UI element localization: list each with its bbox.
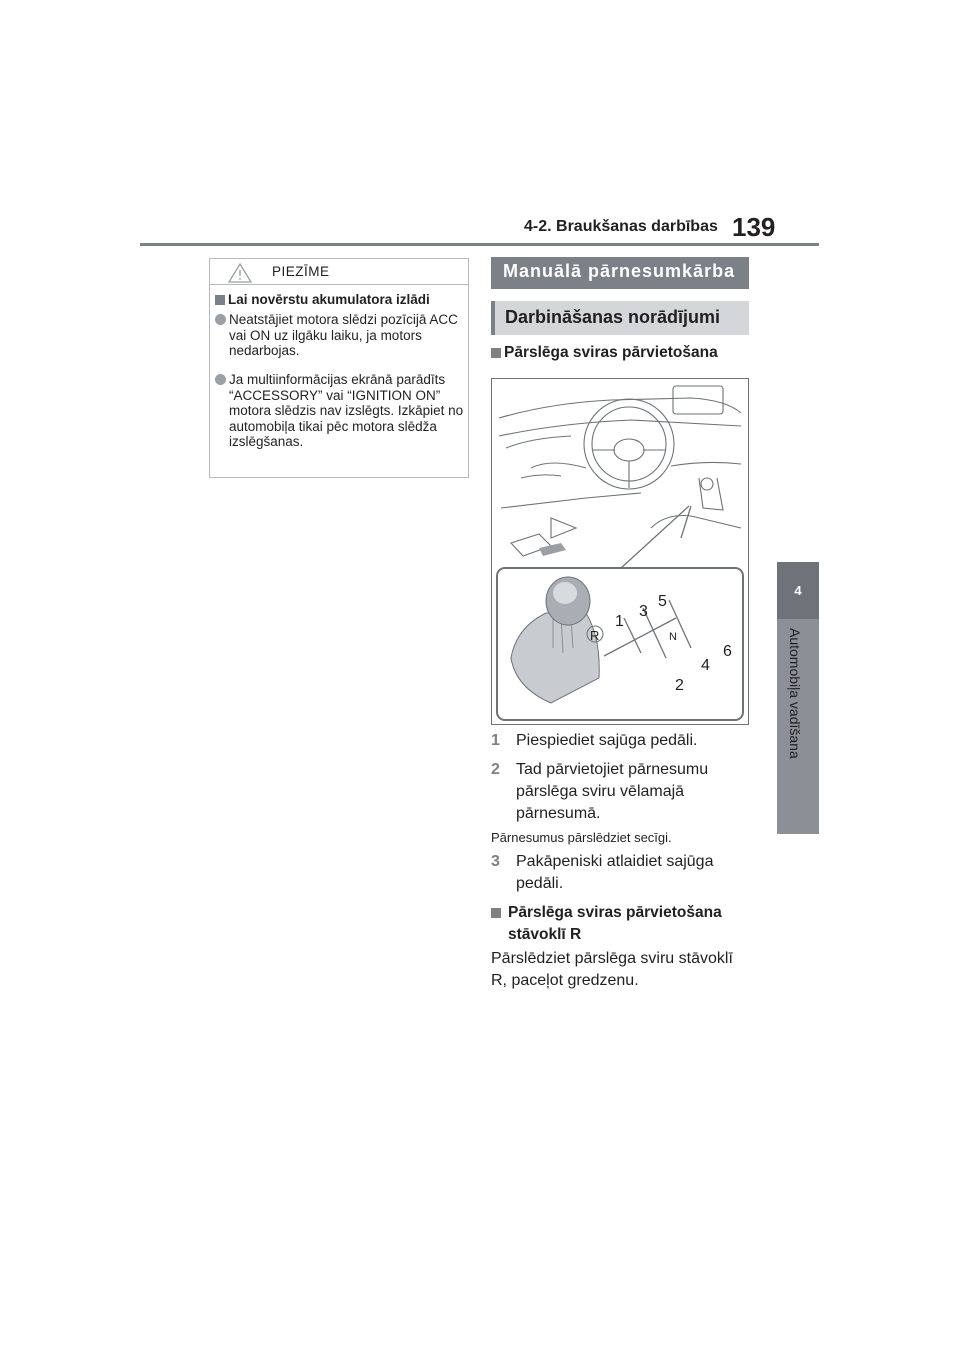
note-item-text: Neatstājiet motora slēdzi pozīcijā ACC vai ON uz ilgāku laiku, ja motors nedarbojas.: [229, 312, 458, 358]
chapter-tab-number[interactable]: [777, 562, 819, 619]
step-text: Pakāpeniski atlaidiet sajūga pedāli.: [516, 853, 714, 892]
gear-label-2: 2: [675, 677, 684, 694]
gear-label-5: 5: [658, 593, 667, 610]
subsection-title: Darbināšanas norādījumi: [505, 307, 721, 327]
step-2: [491, 759, 751, 829]
small-note: Pārnesumus pārslēdziet secīgi.: [491, 830, 672, 845]
note-item-text: Ja multiinformācijas ekrānā parādīts “ACCESSORY” vai “IGNITION ON” motora slēdzis nav izslēgts. Izkāpiet no automobiļa tikai pēc motora slēdža izslēgšanas.: [229, 372, 464, 449]
topic-heading-text: Pārslēga sviras pārvietošana: [504, 344, 718, 361]
gear-shift-illustration: [491, 378, 749, 725]
header-rule: [140, 243, 819, 246]
step-3: [491, 851, 751, 897]
step-number: 2: [491, 761, 500, 778]
bullet-dot-icon: [215, 374, 226, 385]
step-text: Tad pārvietojiet pārnesumu pārslēga sviru vēlamajā pārnesumā.: [516, 761, 709, 822]
gear-label-r: R: [590, 628, 600, 643]
topic-heading-text: Pārslēga sviras pārvietošana stāvoklī R: [508, 904, 722, 943]
section-title: Manuālā pārnesumkārba: [503, 261, 736, 281]
subsection-accent: [491, 301, 495, 335]
step-number: 1: [491, 732, 500, 749]
gear-label-1: 1: [615, 613, 624, 630]
note-subheading: [215, 292, 430, 307]
bullet-dot-icon: [215, 314, 226, 325]
page-number: 139: [732, 212, 776, 242]
chapter-number: 4: [794, 583, 802, 598]
step-number: 3: [491, 853, 500, 870]
gear-label-6: 6: [723, 643, 732, 660]
section-header: 4-2. Braukšanas darbības: [524, 218, 718, 235]
square-bullet-icon: [491, 908, 501, 918]
note-subheading-text: Lai novērstu akumulatora izlādi: [228, 292, 430, 307]
gear-label-3: 3: [639, 603, 648, 620]
section-title-bar: [491, 257, 749, 289]
gear-label-4: 4: [701, 657, 710, 674]
note-box: [209, 258, 469, 478]
topic-body: Pārslēdziet pārslēga sviru stāvoklī R, paceļot gredzenu.: [491, 950, 733, 989]
topic-heading-2: [491, 902, 746, 943]
chapter-tab-title: [787, 628, 809, 828]
step-text: Piespiediet sajūga pedāli.: [516, 732, 698, 749]
topic-heading: [491, 344, 718, 362]
note-label: PIEZĪME: [272, 264, 330, 279]
warning-triangle-icon: [227, 262, 253, 284]
note-item: [215, 312, 465, 362]
subsection-title-bar: [491, 301, 749, 335]
square-bullet-icon: [215, 295, 225, 305]
note-item: [215, 372, 465, 467]
step-1: [491, 730, 751, 752]
note-header: [210, 259, 468, 285]
chapter-title: Automobiļa vadīšana: [787, 628, 803, 759]
square-bullet-icon: [491, 348, 501, 358]
gear-label-n: N: [669, 631, 677, 643]
